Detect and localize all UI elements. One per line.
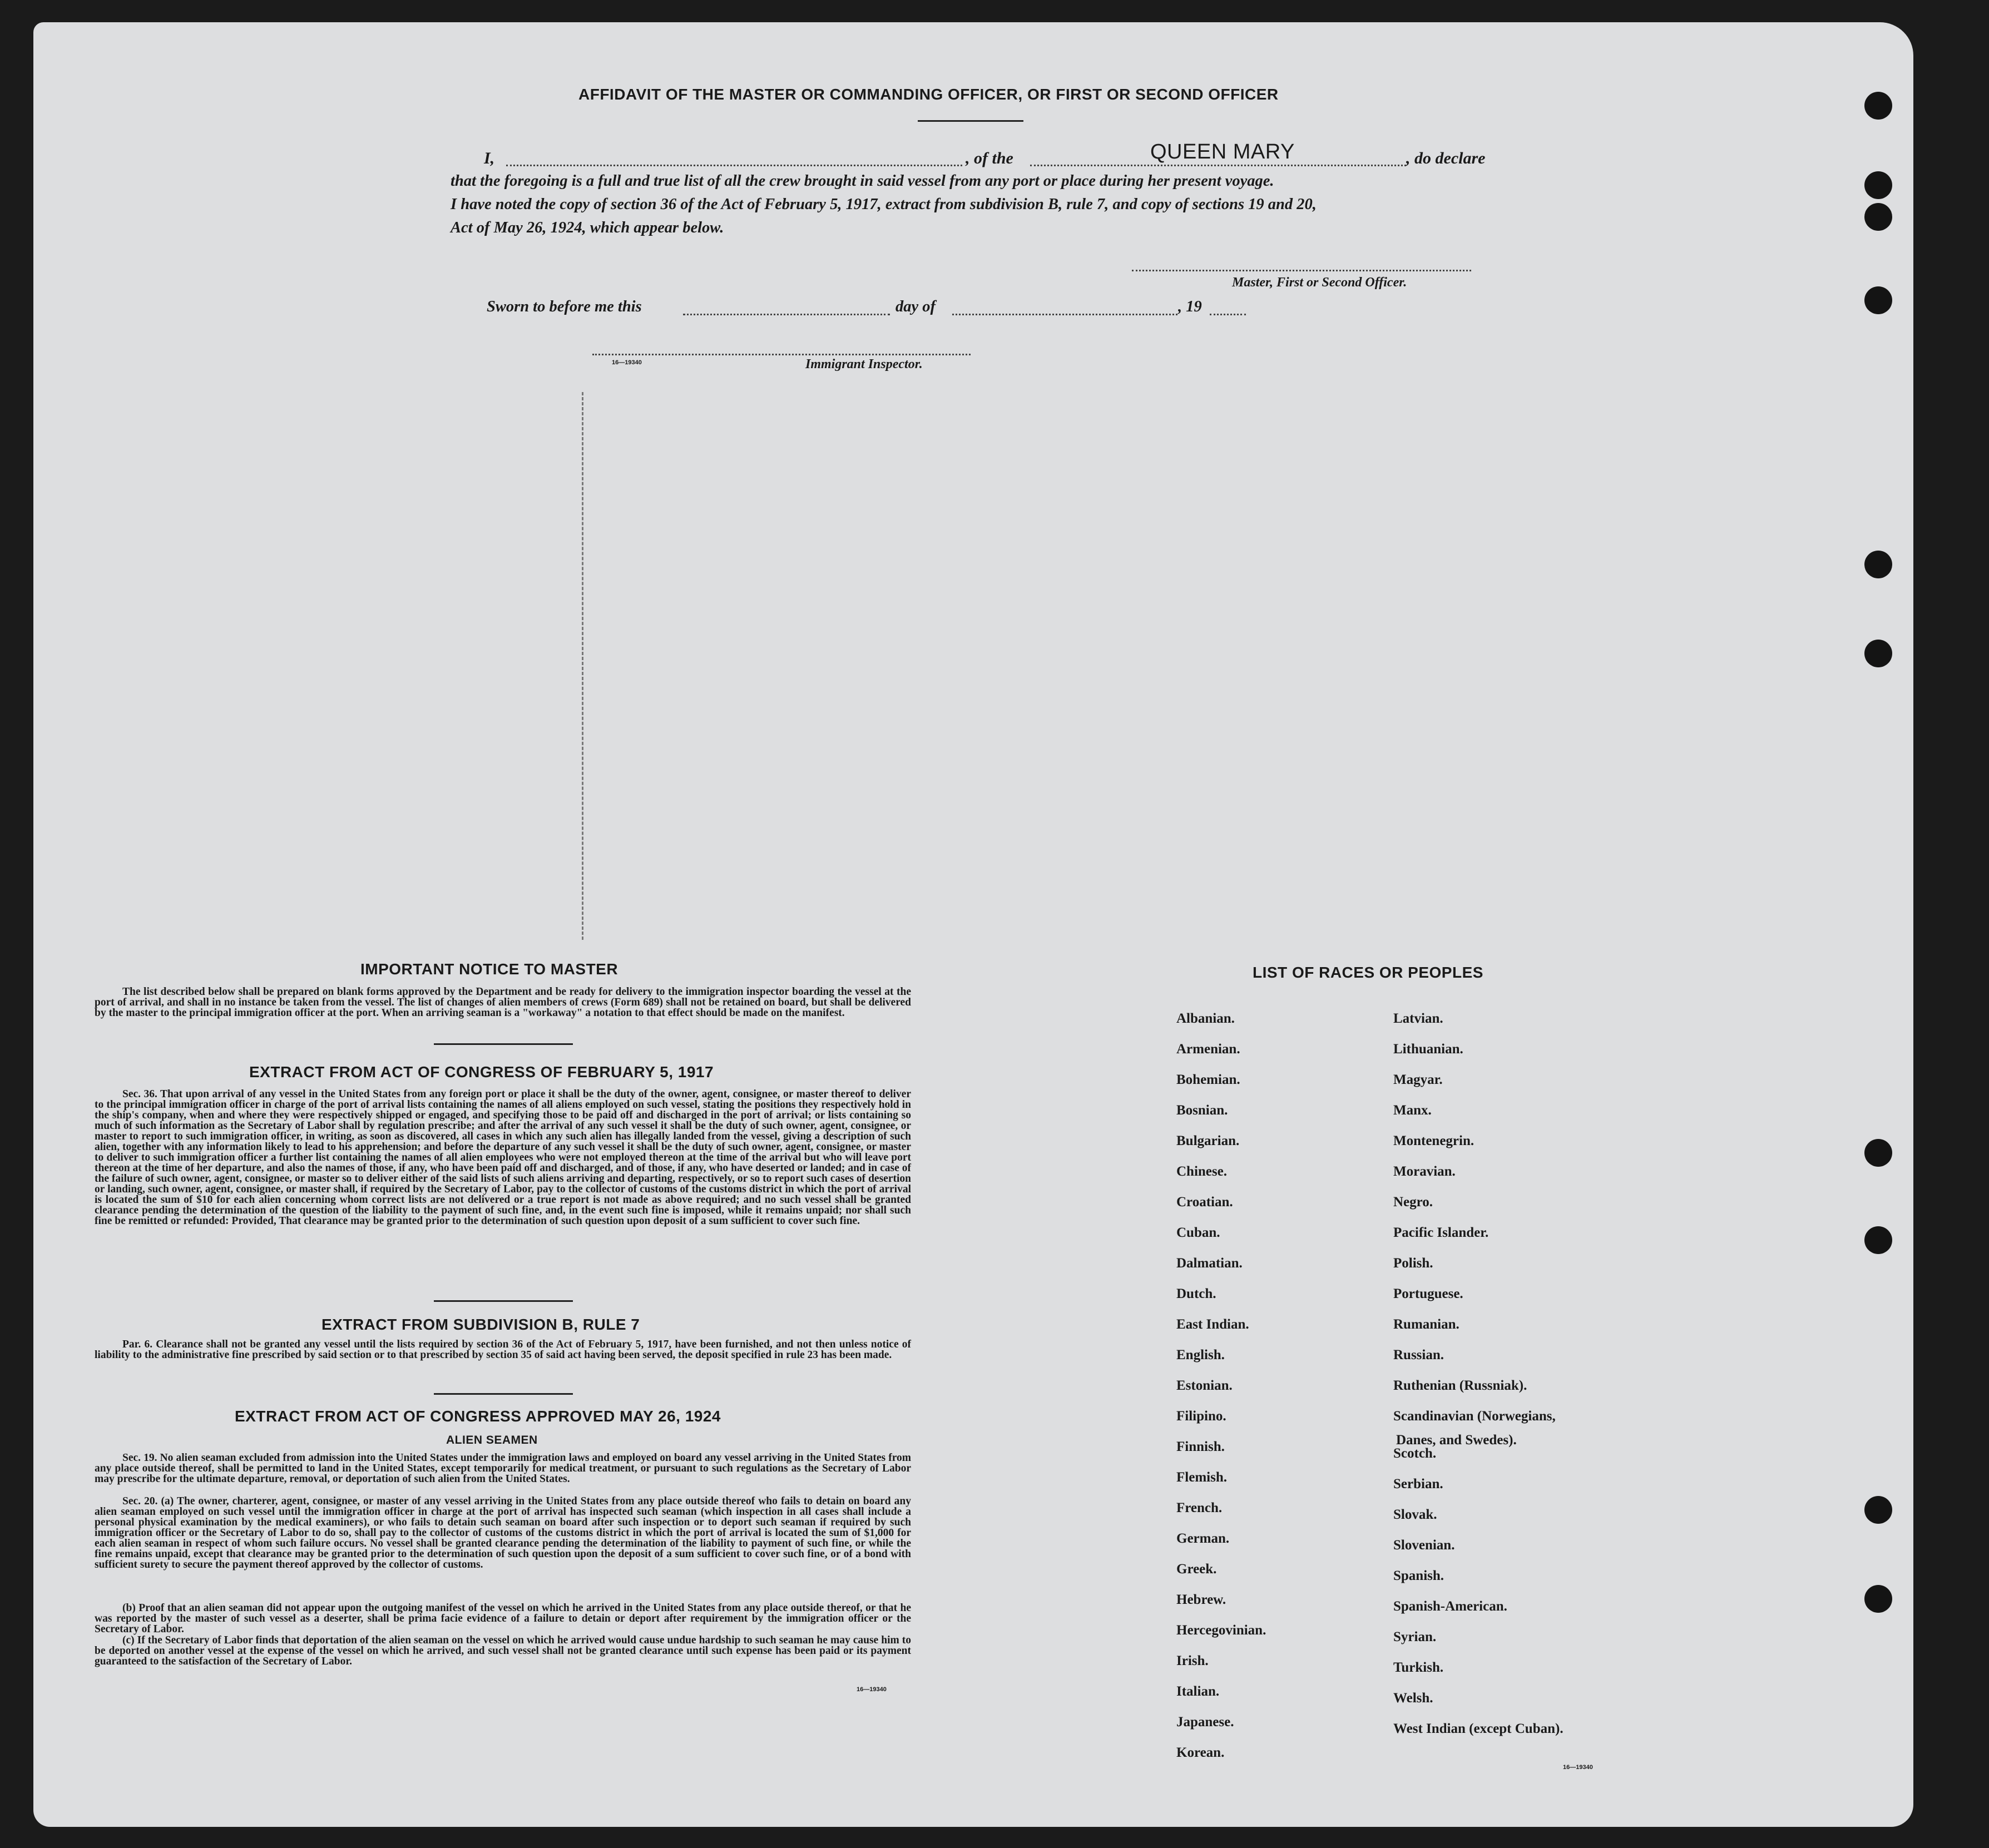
race-entry: Bulgarian. <box>1176 1133 1240 1148</box>
race-entry: Moravian. <box>1393 1164 1456 1179</box>
race-entry: Syrian. <box>1393 1629 1437 1644</box>
race-entry: Montenegrin. <box>1393 1133 1475 1148</box>
race-entry: Lithuanian. <box>1393 1042 1463 1057</box>
race-entry: Italian. <box>1176 1684 1220 1699</box>
race-entry: Manx. <box>1393 1103 1432 1118</box>
binder-hole <box>1864 1496 1892 1524</box>
affidavit-title: AFFIDAVIT OF THE MASTER OR COMMANDING OFFICER, OR FIRST OR SECOND OFFICER <box>578 86 1279 103</box>
race-entry: Welsh. <box>1393 1691 1433 1706</box>
binder-hole <box>1864 203 1892 231</box>
race-entry: West Indian (except Cuban). <box>1393 1721 1564 1736</box>
race-entry: Magyar. <box>1393 1072 1443 1087</box>
binder-hole <box>1864 92 1892 120</box>
binder-hole <box>1864 171 1892 199</box>
race-entry: Korean. <box>1176 1745 1225 1760</box>
of-the-label: , of the <box>966 149 1013 167</box>
race-entry: Scotch. <box>1393 1446 1437 1461</box>
notice-title: IMPORTANT NOTICE TO MASTER <box>360 960 619 978</box>
race-entry: German. <box>1176 1531 1230 1546</box>
form-number: 16—19340 <box>1563 1764 1593 1771</box>
race-entry: Armenian. <box>1176 1042 1240 1057</box>
race-entry: Greek. <box>1176 1562 1217 1577</box>
section-rule <box>434 1300 573 1302</box>
race-entry: Filipino. <box>1176 1409 1226 1424</box>
affidavit-line-4: Act of May 26, 1924, which appear below. <box>451 219 724 236</box>
year-label: , 19 <box>1178 298 1202 315</box>
alien-seamen-subtitle: ALIEN SEAMEN <box>446 1434 538 1446</box>
binder-hole <box>1864 640 1892 667</box>
race-entry: Finnish. <box>1176 1439 1225 1454</box>
form-number: 16—19340 <box>612 359 642 366</box>
sec20b-text: (b) Proof that an alien seaman did not appear upon the outgoing manifest of the vessel on which he arrived in the United States from any place outside thereof, or that he was reported by the master of such vessel as a deserter, shall be prima facie evidence of a failure to detain or deport after requirement by the immigration officer or the Secretary of Labor. <box>95 1602 911 1635</box>
extract-rule7-title: EXTRACT FROM SUBDIVISION B, RULE 7 <box>321 1316 640 1333</box>
race-entry: Serbian. <box>1393 1477 1443 1492</box>
race-entry: Dutch. <box>1176 1286 1216 1301</box>
race-entry: Negro. <box>1393 1195 1433 1210</box>
race-entry: Dalmatian. <box>1176 1256 1243 1271</box>
section-rule <box>434 1043 573 1045</box>
affidavit-line-2: that the foregoing is a full and true list of all the crew brought in said vessel from any port or place during her present voyage. <box>451 172 1274 190</box>
sworn-label: Sworn to before me this <box>487 298 642 315</box>
binder-hole <box>1864 1585 1892 1613</box>
notice-text: The list described below shall be prepared on blank forms approved by the Department and be ready for delivery to the immigration inspector boarding the vessel at the port of arrival, and shall in no instance be taken from the vessel. The list of changes of alien members of crews (Form 689) shall not be retained on board, but shall be delivered by the master to the principal immigration officer at the port. When an arriving seaman is a "workaway" a notation to that effect should be made on the manifest. <box>95 986 911 1019</box>
inspector-signature-line[interactable] <box>592 354 971 355</box>
race-entry: Polish. <box>1393 1256 1433 1271</box>
vessel-name-field[interactable] <box>1030 165 1406 166</box>
race-entry: Estonian. <box>1176 1378 1233 1393</box>
inspector-label: Immigrant Inspector. <box>805 357 923 371</box>
extract-1924-title: EXTRACT FROM ACT OF CONGRESS APPROVED MAY 26, 1924 <box>235 1408 721 1425</box>
title-rule <box>918 120 1023 122</box>
race-entry: Japanese. <box>1176 1715 1234 1730</box>
race-entry: Rumanian. <box>1393 1317 1459 1332</box>
race-entry: Scandinavian (Norwegians, <box>1393 1409 1556 1424</box>
fold-line <box>582 392 583 940</box>
race-entry: Ruthenian (Russniak). <box>1393 1378 1527 1393</box>
binder-hole <box>1864 1139 1892 1167</box>
race-entry: Spanish-American. <box>1393 1599 1507 1614</box>
declarant-name-field[interactable] <box>506 165 962 166</box>
extract-1917-text: Sec. 36. That upon arrival of any vessel in the United States from any foreign port or place it shall be the duty of the owner, agent, consignee, or master thereof to deliver to the principal immigration officer in charge of the port of arrival lists containing the names of all aliens employed on such vessel, stating the positions they respectively hold in the ship's company, when and where they were respectively shipped or engaged, and specifying those to be paid off and discharged in the port of arrival; or lists containing so much of such information as the Secretary of Labor shall by regulation prescribe; and after the arrival of any such vessel it shall be the duty of such owner, agent, consignee, or master to report to such immigration officer, in writing, as soon as discovered, all cases in which any such alien has illegally landed from the vessel, giving a description of such alien, together with any information likely to lead to his apprehension; and before the departure of any such vessel it shall be the duty of such owner, agent, consignee, or master to deliver to such immigration officer a further list containing the names of all alien employees who were not employed thereon at the time of the arrival but who will leave port thereon at the time of her departure, and also the names of those, if any, who have been paid off and discharged, and of those, if any, who have deserted or landed; and in case of the failure of such owner, agent, consignee, or master so to deliver either of the said lists of such aliens arriving and departing, respectively, or so to report such cases of desertion or landing, such owner, agent, consignee, or master shall, if required by the Secretary of Labor, pay to the collector of customs of the customs district in which the port of arrival is located the sum of $10 for each alien concerning whom correct lists are not delivered or a true report is not made as above required; and no such vessel shall be granted clearance pending the determination of the question of the liability to the payment of such fine, and, in the event such fine is imposed, while it remains unpaid; nor shall such fine be remitted or refunded: Provided, That clearance may be granted prior to the determination of such question upon deposit of a sum sufficient to cover such fine. <box>95 1088 911 1227</box>
affidavit-i-label: I, <box>484 149 495 167</box>
race-entry: Flemish. <box>1176 1470 1227 1485</box>
sworn-day-field[interactable] <box>683 314 890 315</box>
race-entry: Pacific Islander. <box>1393 1225 1489 1240</box>
race-entry: Bohemian. <box>1176 1072 1240 1087</box>
races-title: LIST OF RACES OR PEOPLES <box>1253 964 1483 981</box>
race-entry: Hebrew. <box>1176 1592 1226 1607</box>
race-entry: Latvian. <box>1393 1011 1443 1026</box>
race-entry: Croatian. <box>1176 1195 1233 1210</box>
race-entry: English. <box>1176 1347 1225 1363</box>
race-entry: Albanian. <box>1176 1011 1235 1026</box>
day-of-label: day of <box>895 298 936 315</box>
extract-rule7-text: Par. 6. Clearance shall not be granted any vessel until the lists required by section 36 of the Act of February 5, 1917, have been furnished, and not then unless notice of liability to the administrative fine prescribed by said section or to that prescribed by section 35 of said act having been served, the deposit specified in rule 23 has been made. <box>95 1339 911 1361</box>
race-entry: Hercegovinian. <box>1176 1623 1266 1638</box>
race-entry: Slovenian. <box>1393 1538 1455 1553</box>
race-entry: French. <box>1176 1500 1223 1515</box>
race-entry: Irish. <box>1176 1653 1209 1668</box>
sec20a-text: Sec. 20. (a) The owner, charterer, agent, consignee, or master of any vessel arriving in the United States from any place outside thereof who fails to detain on board any alien seaman employed on such vessel until the immigration officer in charge at the port of arrival has inspected such seaman (which inspection in all cases shall include a personal physical examination by the medical examiners), or who fails to detain such seaman on board after such inspection or to deport such seaman if required by such immigration officer or the Secretary of Labor to do so, shall pay to the collector of customs of the customs district in which the port of arrival is located the sum of $1,000 for each alien seaman in respect of whom such failure occurs. No vessel shall be granted clearance pending the determination of the liability to payment of such fine, or while the fine remains unpaid, except that clearance may be granted prior to the determination of such question upon the deposit of a sum sufficient to cover such fine, or of a bond with sufficient surety to secure the payment thereof approved by the collector of customs. <box>95 1495 911 1570</box>
binder-hole <box>1864 286 1892 314</box>
master-signature-line[interactable] <box>1132 270 1471 271</box>
race-entry: Cuban. <box>1176 1225 1220 1240</box>
binder-hole <box>1864 551 1892 578</box>
sec20c-text: (c) If the Secretary of Labor finds that deportation of the alien seaman on the vessel on which he arrived would cause undue hardship to such seaman he may cause him to be deported on another vessel at the expense of the vessel on which he arrived, and such vessel shall not be granted clearance until such expense has been paid or its payment guaranteed to the satisfaction of the Secretary of Labor. <box>95 1634 911 1667</box>
race-entry: Spanish. <box>1393 1568 1444 1583</box>
race-entry: Bosnian. <box>1176 1103 1228 1118</box>
sworn-month-field[interactable] <box>952 314 1177 315</box>
race-entry: Portuguese. <box>1393 1286 1463 1301</box>
master-signature-label: Master, First or Second Officer. <box>1232 275 1407 290</box>
sworn-year-field[interactable] <box>1210 314 1246 315</box>
vessel-name: QUEEN MARY <box>1150 140 1295 164</box>
do-declare-label: , do declare <box>1406 149 1486 167</box>
affidavit-line-3: I have noted the copy of section 36 of the Act of February 5, 1917, extract from subdivision B, rule 7, and copy of sections 19 and 20, <box>451 196 1317 213</box>
race-entry: Chinese. <box>1176 1164 1227 1179</box>
race-entry: East Indian. <box>1176 1317 1249 1332</box>
race-entry: Russian. <box>1393 1347 1444 1363</box>
race-entry: Danes, and Swedes). <box>1396 1433 1517 1448</box>
section-rule <box>434 1393 573 1395</box>
race-entry: Turkish. <box>1393 1660 1444 1675</box>
sec19-text: Sec. 19. No alien seaman excluded from admission into the United States under the immigration laws and employed on board any vessel arriving in the United States from any place outside thereof, shall be permitted to land in the United States, except temporarily for medical treatment, or pursuant to such regulations as the Secretary of Labor may prescribe for the ultimate departure, removal, or deportation of such alien from the United States. <box>95 1452 911 1485</box>
extract-1917-title: EXTRACT FROM ACT OF CONGRESS OF FEBRUARY 5, 1917 <box>249 1063 714 1081</box>
binder-hole <box>1864 1226 1892 1254</box>
form-number: 16—19340 <box>857 1686 887 1693</box>
race-entry: Slovak. <box>1393 1507 1437 1522</box>
